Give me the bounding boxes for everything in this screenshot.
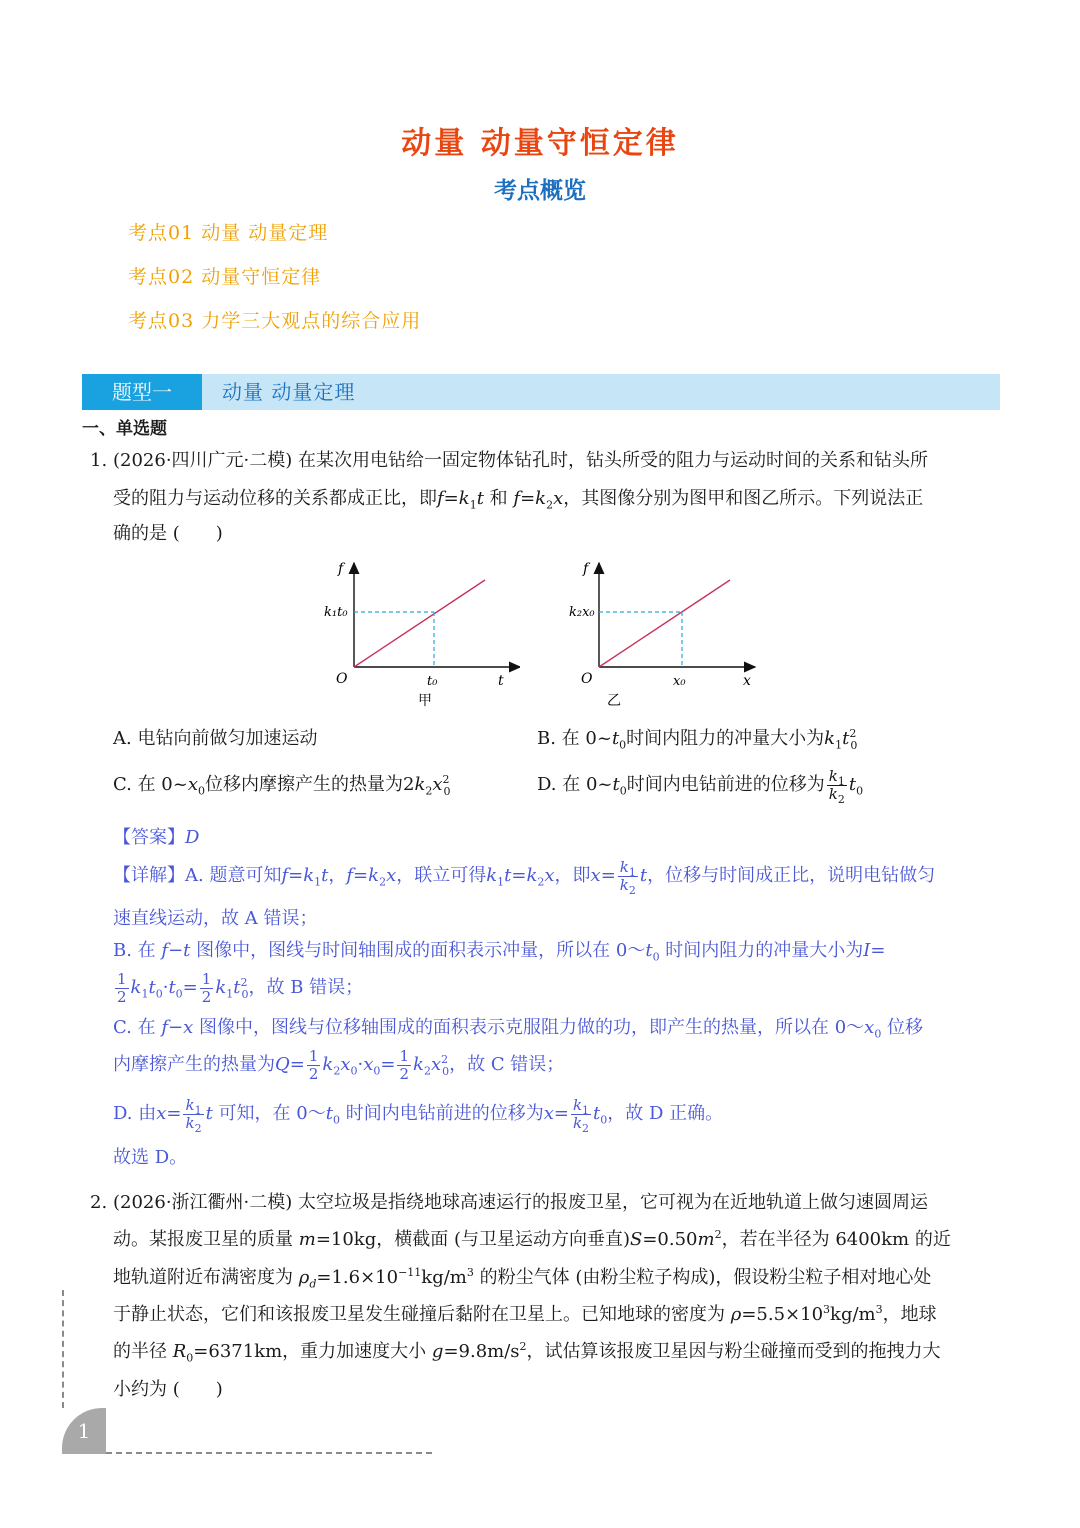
option-a[interactable]: A. 电钻向前做匀加速运动 — [113, 728, 318, 749]
q1-line-3: 确的是 ( ) — [113, 523, 223, 544]
q2-line-1: (2026·浙江衢州·二模) 太空垃圾是指绕地球高速运行的报废卫星，它可视为在近地轨道上做匀速圆周运 — [113, 1192, 929, 1213]
q2-line-4: 于静止状态，它们和该报废卫星发生碰撞后黏附在卫星上。已知地球的密度为 $\rho=5.5\times 10^3kg/m^3$，地球 — [113, 1303, 937, 1325]
q2-line-3: 地轨道附近布满密度为 $\rho_d=1.6\times 10^{-11}kg/m^3$ 的粉尘气体 (由粉尘粒子构成)，假设粉尘粒子相对地心处 — [113, 1266, 932, 1291]
graph-yi — [565, 555, 765, 710]
page-corner-horizontal-dash — [106, 1452, 432, 1454]
section-heading: 一、单选题 — [82, 419, 167, 439]
option-d[interactable]: D. 在 $0\sim t_0$时间内电钻前进的位移为 $\frac{k_1}{k_2}$ $t_0$ — [537, 766, 864, 806]
jia-caption: 甲 — [418, 693, 432, 709]
q1-line-2: 受的阻力与运动位移的关系都成正比，即$f=k_1t$ 和 $f=k_2x$，其图像分别为图甲和图乙所示。下列说法正 — [113, 488, 924, 512]
yi-ylabel: f — [583, 561, 589, 577]
page-number: 1 — [62, 1408, 106, 1454]
q1-number: 1. — [90, 450, 108, 471]
question-type-band — [82, 374, 1000, 410]
page-corner-vertical-dash — [62, 1290, 64, 1408]
jia-xval: t₀ — [427, 674, 438, 689]
explain-line-5: C. 在 f−x 图像中，图线与位移轴围成的面积表示克服阻力做的功，即产生的热量，所以在 $0\sim x_0$ 位移 — [113, 1017, 924, 1041]
q2-number: 2. — [90, 1192, 108, 1213]
jia-origin: O — [336, 671, 348, 687]
yi-line — [599, 580, 730, 667]
q2-line-2: 动。某报废卫星的质量 m=10kg，横截面 (与卫星运动方向垂直)$S=0.50m^2$，若在半径为 6400km 的近 — [113, 1228, 951, 1250]
q1-line-1: (2026·四川广元·二模) 在某次用电钻给一固定物体钻孔时，钻头所受的阻力与运动时间的关系和钻头所 — [113, 450, 929, 471]
explain-line-8: 故选 D。 — [113, 1147, 188, 1168]
kaodian-03[interactable]: 考点03 力学三大观点的综合应用 — [128, 310, 422, 332]
question-type-tag: 题型一 — [82, 374, 202, 410]
q2-line-5: 的半径 $R_0=6371km$，重力加速度大小 $g=9.8m/s^2$，试估算该报废卫星因与粉尘碰撞而受到的拖拽力大 — [113, 1340, 941, 1365]
page-title: 动量 动量守恒定律 — [401, 126, 679, 161]
jia-ylabel: f — [338, 561, 344, 577]
jia-xlabel: t — [498, 673, 504, 689]
kaodian-02[interactable]: 考点02 动量守恒定律 — [128, 266, 322, 288]
graph-jia — [320, 555, 520, 710]
explain-line-7: D. 由x= $\frac{k_1}{k_2}$ t 可知，在 $0\sim t_0$ 时间内电钻前进的位移为x= $\frac{k_1}{k_2}$ $t_0$，故 D 正确。 — [113, 1095, 724, 1135]
jia-yval: k₁t₀ — [324, 605, 348, 620]
yi-yval: k₂x₀ — [569, 605, 595, 620]
explain-line-2: 速直线运动，故 A 错误； — [113, 908, 318, 929]
kaodian-01[interactable]: 考点01 动量 动量定理 — [128, 222, 329, 244]
explain-line-4: $\frac{1}{2}$ $k_1t_0\cdot t_0=$ $\frac{1}{2}$ $k_1t^2_0$，故 B 错误； — [117, 969, 364, 1006]
option-b[interactable]: B. 在 $0\sim t_0$时间内阻力的冲量大小为$k_1t^2_0$ — [537, 727, 858, 752]
q2-line-6: 小约为 ( ) — [113, 1379, 223, 1400]
yi-xlabel: x — [743, 673, 751, 689]
yi-xval: x₀ — [673, 674, 686, 689]
explain-line-6: 内摩擦产生的热量为Q= $\frac{1}{2}$ $k_2x_0\cdot x_0=$ $\frac{1}{2}$ $k_2x^2_0$，故 C 错误； — [113, 1046, 565, 1083]
yi-caption: 乙 — [607, 693, 621, 709]
question-type-title: 动量 动量定理 — [222, 380, 356, 404]
yi-origin: O — [581, 671, 593, 687]
explain-line-1: 【详解】A. 题意可知$f=k_1t$，$f=k_2x$，联立可得$k_1t=k_2x$，即x= $\frac{k_1}{k_2}$ t，位移与时间成正比，说明电钻做匀 — [113, 857, 936, 897]
answer: 【答案】D — [113, 827, 200, 848]
overview-heading: 考点概览 — [494, 177, 586, 204]
option-c[interactable]: C. 在 $0\sim x_0$位移内摩擦产生的热量为$2k_2x^2_0$ — [113, 773, 451, 798]
jia-line — [354, 580, 485, 667]
explain-line-3: B. 在 f−t 图像中，图线与时间轴围成的面积表示冲量，所以在 $0\sim t_0$ 时间内阻力的冲量大小为I= — [113, 940, 886, 964]
